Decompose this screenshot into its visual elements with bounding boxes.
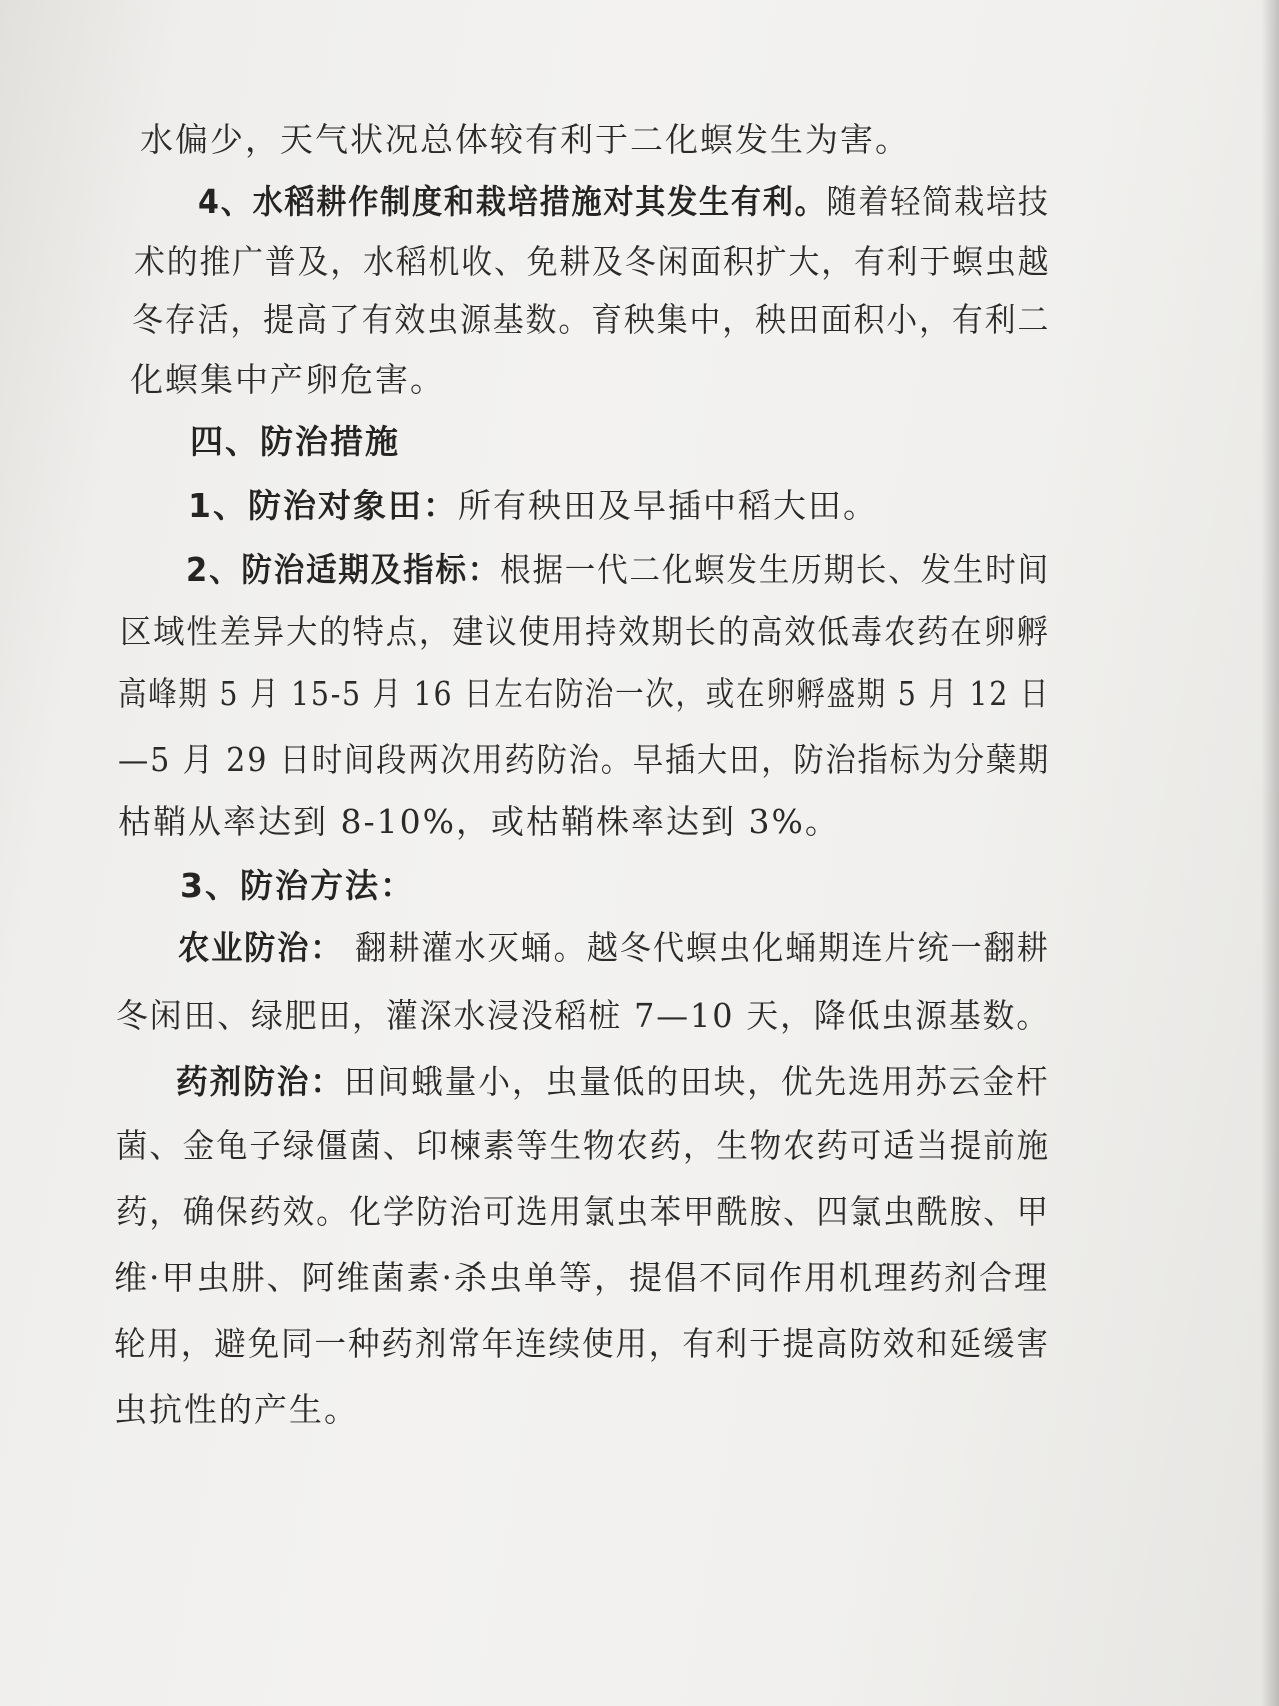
bold-heading: 1、防治对象田： — [188, 486, 458, 525]
bold-heading: 4、水稻耕作制度和栽培措施对其发生有利。 — [198, 182, 827, 221]
section-heading: 四、防治措施 — [190, 422, 400, 461]
bold-heading: 药剂防治： — [176, 1062, 344, 1101]
text-line: 冬闲田、绿肥田，灌深水浸没稻桩 7—10 天，降低虫源基数。 — [116, 996, 1051, 1035]
text-line: 区域性差异大的特点，建议使用持效期长的高效低毒农药在卵孵 — [120, 612, 1051, 651]
text-line: 维·甲虫肼、阿维菌素·杀虫单等，提倡不同作用机理药剂合理 — [114, 1258, 1049, 1297]
text-line: 虫抗性的产生。 — [114, 1390, 359, 1429]
text-line: —5 月 29 日时间段两次用药防治。早插大田，防治指标为分蘖期 — [118, 740, 1051, 779]
text-line: 药剂防治：田间蛾量小，虫量低的田块，优先选用苏云金杆 — [176, 1062, 1050, 1101]
text-line: 2、防治适期及指标：根据一代二化螟发生历期长、发生时间 — [186, 550, 1050, 589]
text-line: 农业防治： 翻耕灌水灭蛹。越冬代螟虫化蛹期连片统一翻耕 — [178, 928, 1050, 967]
bold-heading: 2、防治适期及指标： — [186, 550, 501, 589]
bold-heading: 农业防治： — [178, 928, 344, 967]
text-line: 水偏少，天气状况总体较有利于二化螟发生为害。 — [140, 120, 910, 159]
text-line: 化螟集中产卵危害。 — [130, 360, 445, 399]
text-line: 1、防治对象田：所有秧田及早插中稻大田。 — [188, 486, 878, 525]
page-edge-shadow — [1261, 0, 1279, 1706]
text-line: 冬存活，提高了有效虫源基数。育秧集中，秧田面积小，有利二 — [132, 300, 1051, 339]
section-heading: 3、防治方法： — [180, 866, 415, 905]
text-line: 术的推广普及，水稻机收、免耕及冬闲面积扩大，有利于螟虫越 — [134, 242, 1051, 281]
text-line: 高峰期 5 月 15-5 月 16 日左右防治一次，或在卵孵盛期 5 月 12 日 — [118, 674, 1051, 713]
text-line: 轮用，避免同一种药剂常年连续使用，有利于提高防效和延缓害 — [114, 1324, 1050, 1363]
text-line: 药，确保药效。化学防治可选用氯虫苯甲酰胺、四氯虫酰胺、甲 — [116, 1192, 1050, 1231]
text-line: 4、水稻耕作制度和栽培措施对其发生有利。随着轻简栽培技 — [198, 182, 1050, 221]
text-line: 菌、金龟子绿僵菌、印楝素等生物农药，生物农药可适当提前施 — [116, 1126, 1050, 1165]
text-line: 枯鞘从率达到 8-10%，或枯鞘株率达到 3%。 — [118, 802, 840, 841]
